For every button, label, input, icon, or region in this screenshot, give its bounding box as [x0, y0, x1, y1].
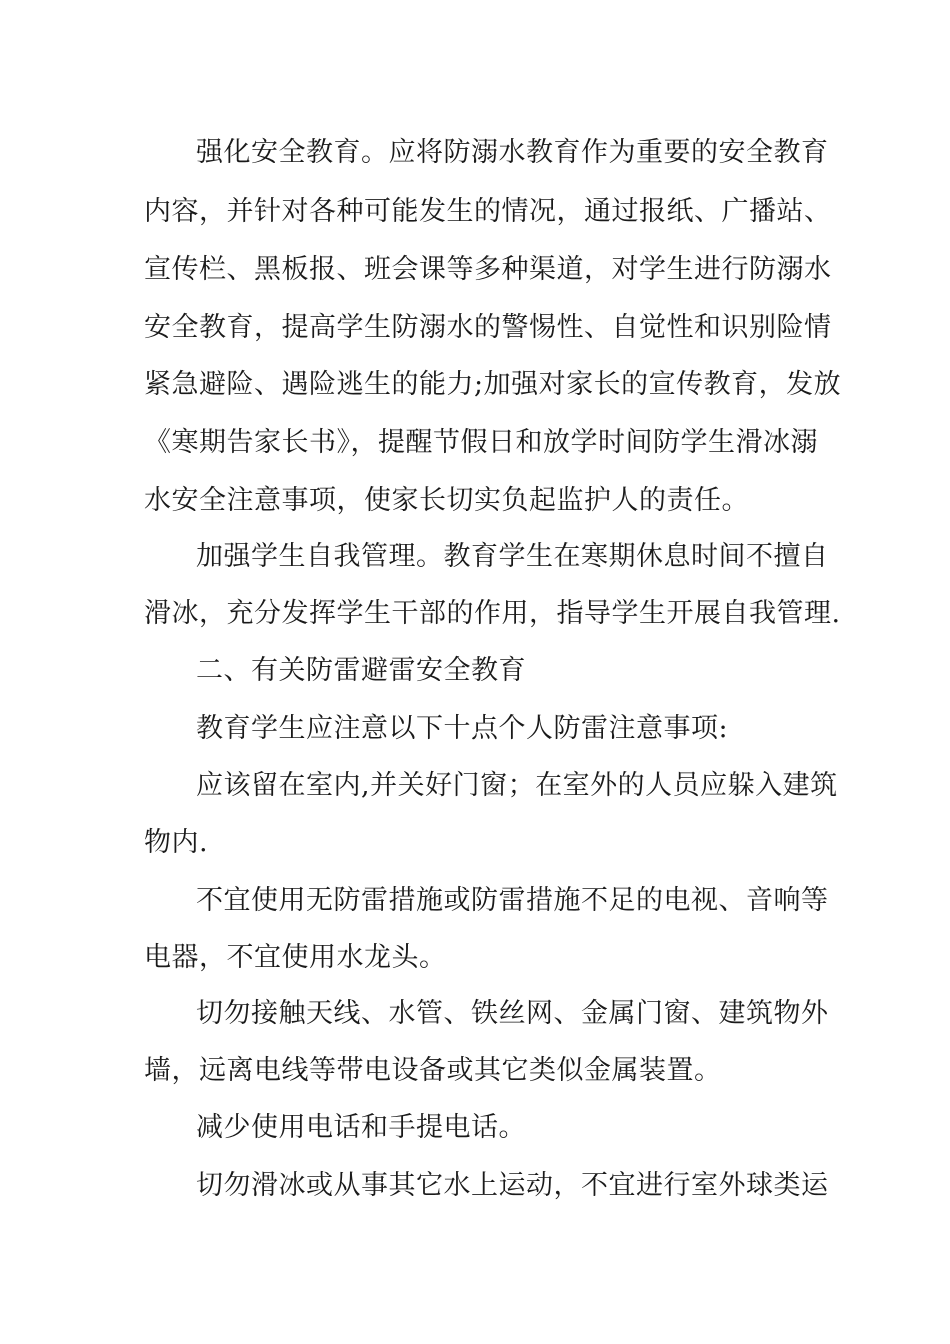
text-line: 内容，并针对各种可能发生的情况，通过报纸、广播站、 [144, 196, 832, 227]
text-line: 紧急避险、遇险逃生的能力;加强对家长的宣传教育，发放 [144, 369, 842, 400]
text-line: 教育学生应注意以下十点个人防雷注意事项: [196, 713, 729, 744]
section-heading: 二、有关防雷避雷安全教育 [196, 655, 526, 686]
text-line: 减少使用电话和手提电话。 [196, 1112, 526, 1143]
text-line: 不宜使用无防雷措施或防雷措施不足的电视、音响等 [196, 885, 829, 916]
text-line: 安全教育，提高学生防溺水的警惕性、自觉性和识别险情 [144, 312, 832, 343]
text-line: 切勿滑冰或从事其它水上运动，不宜进行室外球类运 [196, 1170, 829, 1201]
text-line: 切勿接触天线、水管、铁丝网、金属门窗、建筑物外 [196, 998, 829, 1029]
text-line: 水安全注意事项，使家长切实负起监护人的责任。 [144, 485, 749, 516]
text-line: 墙，远离电线等带电设备或其它类似金属装置。 [144, 1055, 722, 1086]
text-line: 物内. [144, 827, 209, 858]
text-line: 应该留在室内,并关好门窗；在室外的人员应躲入建筑 [196, 770, 838, 801]
text-line: 《寒期告家长书》，提醒节假日和放学时间防学生滑冰溺 [144, 427, 818, 458]
text-line: 加强学生自我管理。教育学生在寒期休息时间不擅自 [196, 541, 829, 572]
text-line: 电器，不宜使用水龙头。 [144, 942, 447, 973]
text-line: 滑冰，充分发挥学生干部的作用，指导学生开展自我管理. [144, 598, 841, 629]
text-line: 宣传栏、黑板报、班会课等多种渠道，对学生进行防溺水 [144, 254, 832, 285]
text-line: 强化安全教育。应将防溺水教育作为重要的安全教育 [196, 137, 829, 168]
